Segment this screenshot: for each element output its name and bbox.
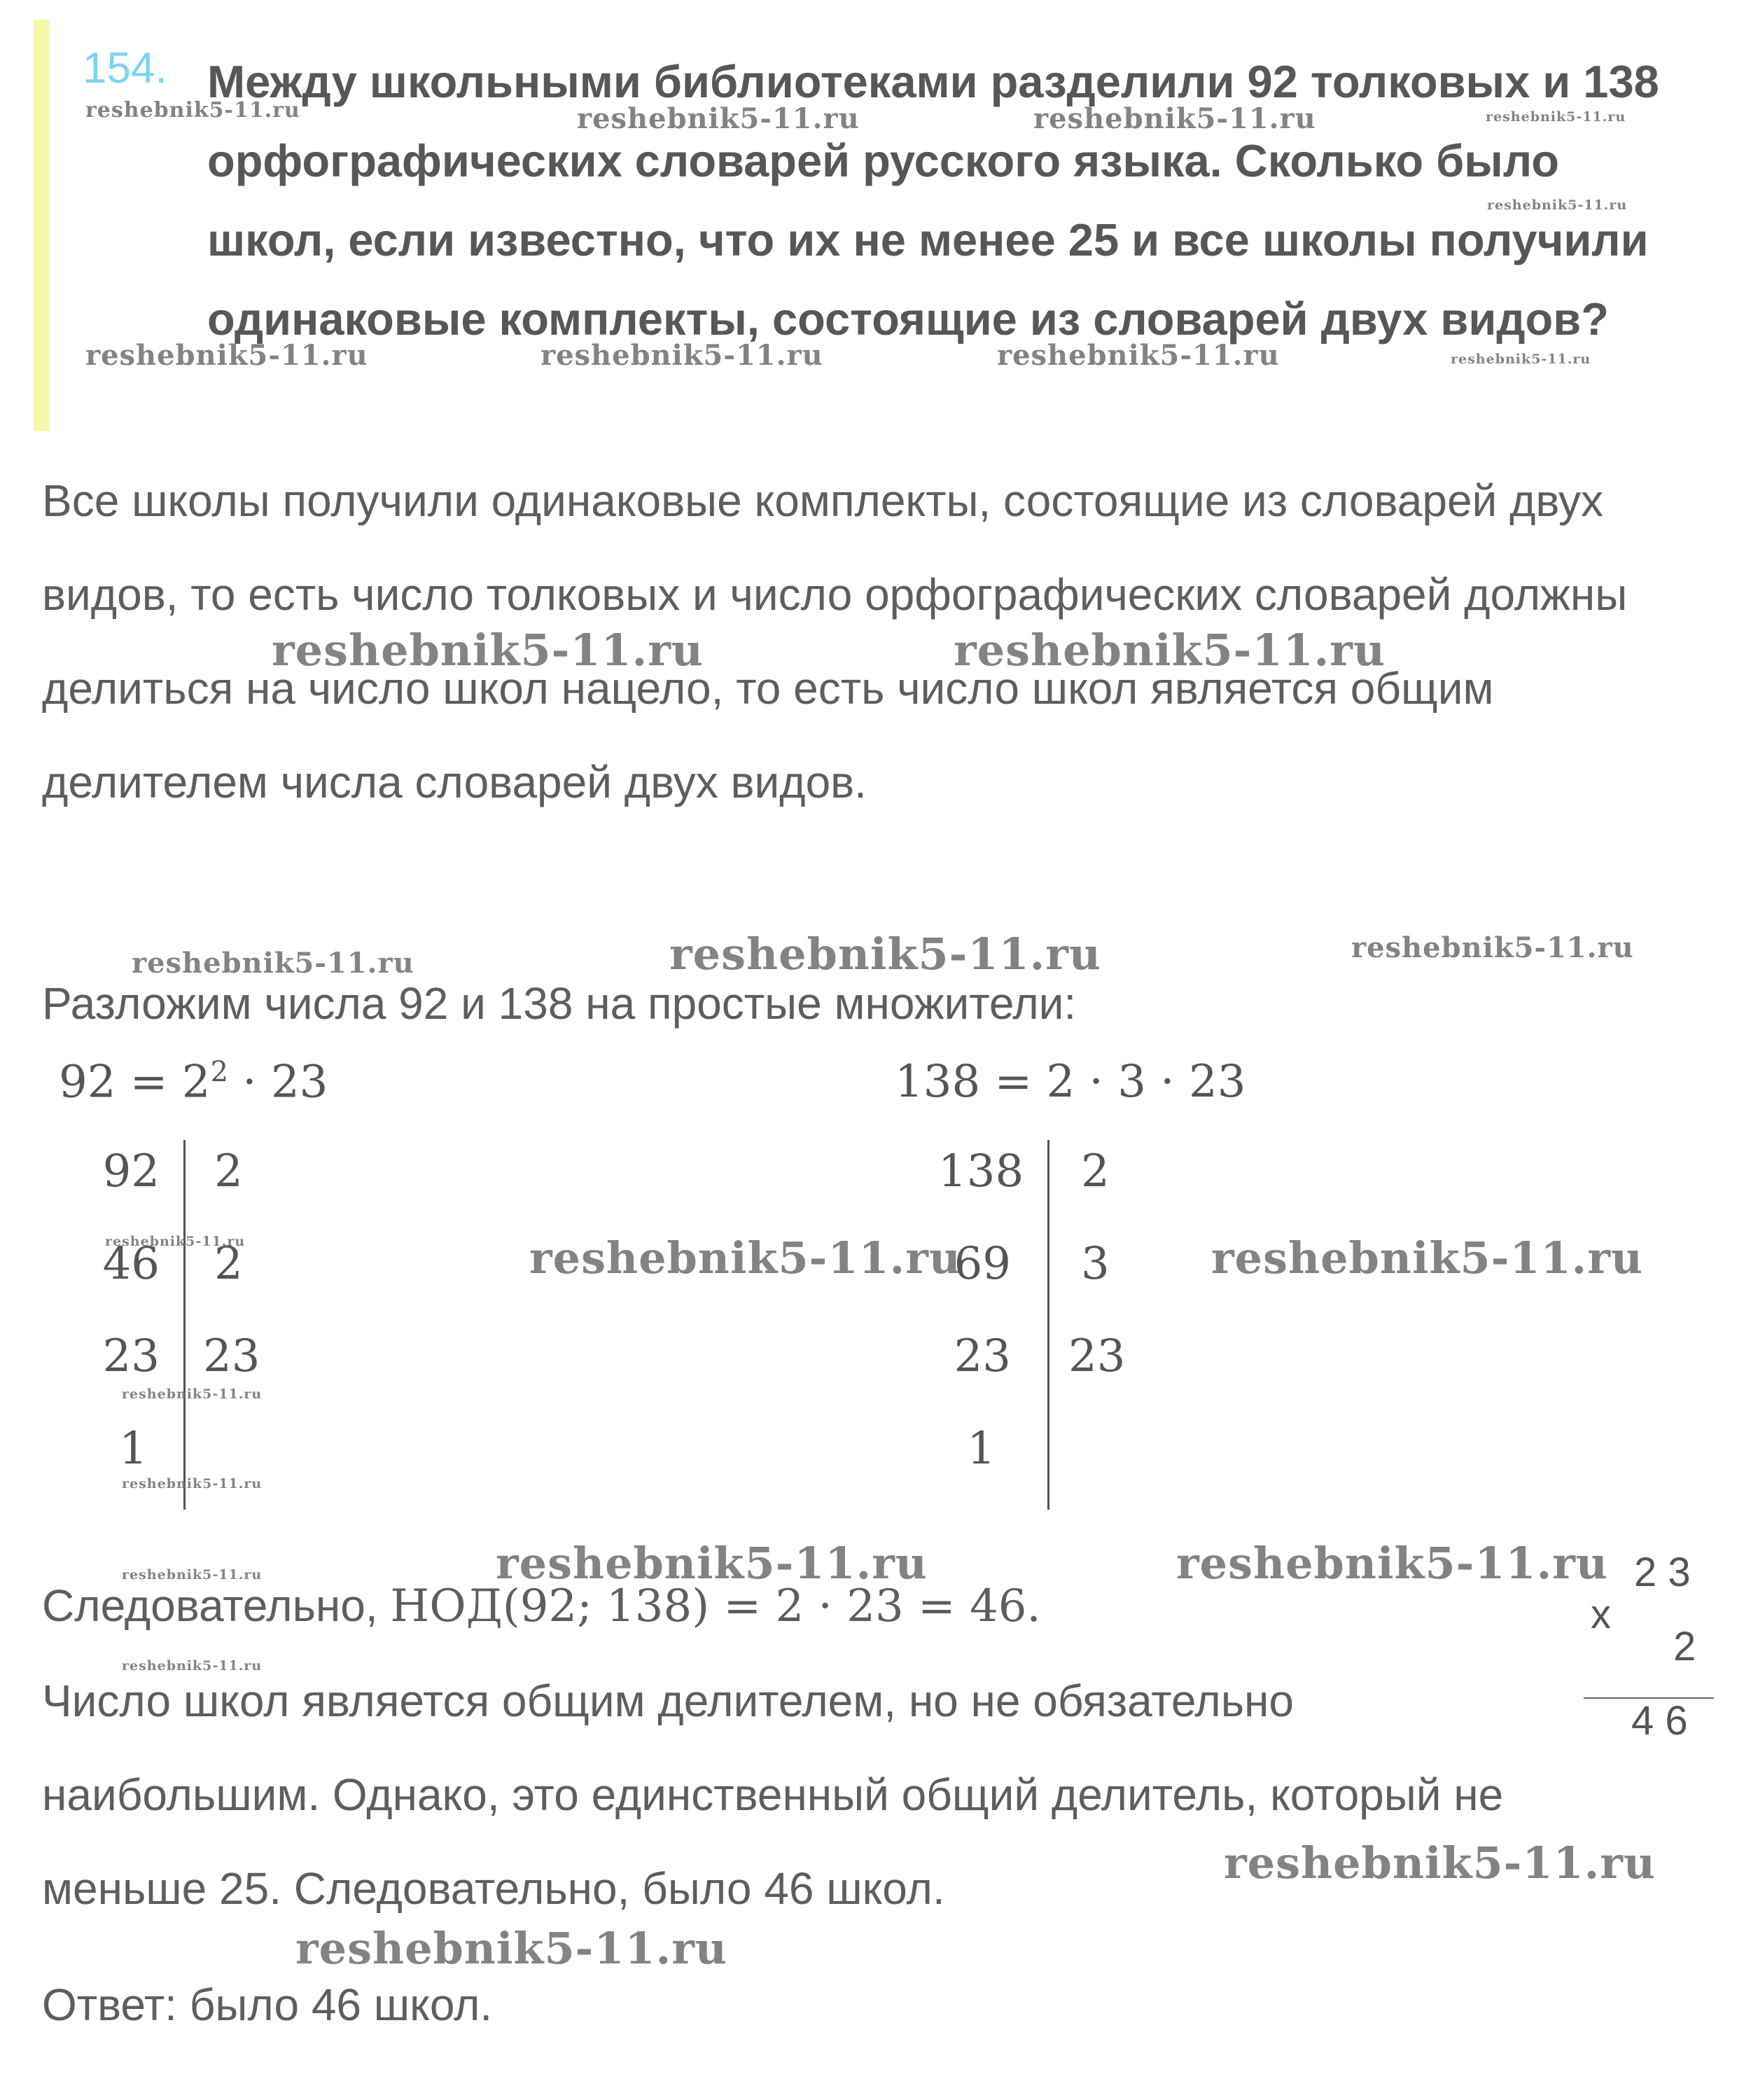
- ladder-92-factor: 2: [214, 1146, 243, 1197]
- watermark: reshebnik5-11.ru: [1211, 1232, 1643, 1284]
- ladder-138-number: 23: [954, 1330, 1011, 1382]
- eq92-base: 92 = 2: [59, 1056, 211, 1108]
- watermark: reshebnik5-11.ru: [997, 339, 1280, 372]
- ladder-138-factor: 2: [1081, 1146, 1110, 1197]
- ladder-138-divider: [1047, 1140, 1049, 1510]
- task-highlight-bar: [34, 20, 49, 431]
- solution-paragraph-2: Разложим числа 92 и 138 на простые множители:: [42, 978, 1077, 1029]
- eq92-rest: · 23: [228, 1056, 328, 1108]
- watermark: reshebnik5-11.ru: [122, 1386, 263, 1402]
- watermark: reshebnik5-11.ru: [1176, 1538, 1608, 1589]
- solution-paragraph-4: Число школ является общим делителем, но не обязательно наибольшим. Однако, это единственный общий делитель, который не меньше 25. Следовательно, было 46 школ.: [42, 1676, 1504, 1914]
- watermark: reshebnik5-11.ru: [1033, 102, 1316, 135]
- ladder-92-factor: 2: [214, 1238, 243, 1290]
- ladder-92-factor: 23: [203, 1330, 260, 1382]
- watermark: reshebnik5-11.ru: [669, 929, 1101, 980]
- watermark: reshebnik5-11.ru: [105, 1234, 246, 1249]
- ladder-138-number: 69: [954, 1238, 1011, 1290]
- ladder-138-number: 138: [938, 1146, 1024, 1197]
- ladder-138-factor: 23: [1068, 1330, 1126, 1382]
- watermark: reshebnik5-11.ru: [1486, 109, 1626, 125]
- watermark: reshebnik5-11.ru: [122, 1567, 263, 1583]
- watermark: reshebnik5-11.ru: [85, 339, 368, 372]
- watermark: reshebnik5-11.ru: [1487, 197, 1628, 213]
- ladder-92-number: 92: [102, 1146, 160, 1197]
- watermark: reshebnik5-11.ru: [577, 102, 860, 135]
- watermark: reshebnik5-11.ru: [132, 947, 414, 980]
- solution-paragraph-1: Все школы получили одинаковые комплекты, состоящие из словарей двух видов, то есть число толковых и число орфографических словарей должны делиться на число школ нацело, то есть число школ является общим делителем числа словарей двух видов.: [42, 475, 1628, 807]
- task-text: Между школьными библиотеками разделили 92 толковых и 138 орфографических словарей русского языка. Сколько было школ, если известно, что их не менее 25 и все школы получили одинаковые комплекты, состоящие из словарей двух видов?: [207, 56, 1659, 345]
- gcd-formula: НОД(92; 138) = 2 · 23 = 46.: [390, 1580, 1041, 1632]
- ladder-92-divider: [183, 1140, 186, 1510]
- watermark: reshebnik5-11.ru: [85, 98, 300, 123]
- watermark: reshebnik5-11.ru: [496, 1538, 928, 1589]
- watermark: reshebnik5-11.ru: [1351, 931, 1634, 964]
- multiplier: 2: [1673, 1624, 1696, 1669]
- ladder-92-number: 1: [119, 1423, 148, 1475]
- watermark: reshebnik5-11.ru: [122, 1658, 263, 1674]
- factorization-138: 138 = 2 · 3 · 23: [895, 1056, 1246, 1108]
- watermark: reshebnik5-11.ru: [272, 625, 704, 676]
- watermark: reshebnik5-11.ru: [122, 1476, 263, 1491]
- watermark: reshebnik5-11.ru: [1224, 1837, 1656, 1889]
- task-number: 154.: [83, 44, 167, 92]
- watermark: reshebnik5-11.ru: [540, 339, 823, 372]
- factorization-92: [59, 1056, 328, 1108]
- ladder-138-factor: 3: [1081, 1238, 1110, 1290]
- ladder-92-number: 46: [102, 1238, 160, 1290]
- eq92-exponent: 2: [210, 1056, 228, 1088]
- multiplicand: 2 3: [1634, 1550, 1691, 1595]
- gcd-prefix: Следовательно,: [42, 1580, 391, 1631]
- watermark: reshebnik5-11.ru: [529, 1232, 961, 1284]
- multiplication-sign: x: [1591, 1592, 1611, 1637]
- watermark: reshebnik5-11.ru: [295, 1923, 727, 1974]
- multiplication-result: 4 6: [1631, 1698, 1688, 1744]
- ladder-92-number: 23: [102, 1330, 160, 1382]
- watermark: reshebnik5-11.ru: [954, 625, 1386, 676]
- answer: Ответ: было 46 школ.: [42, 1980, 493, 2030]
- ladder-138-number: 1: [967, 1423, 996, 1475]
- watermark: reshebnik5-11.ru: [1451, 352, 1591, 367]
